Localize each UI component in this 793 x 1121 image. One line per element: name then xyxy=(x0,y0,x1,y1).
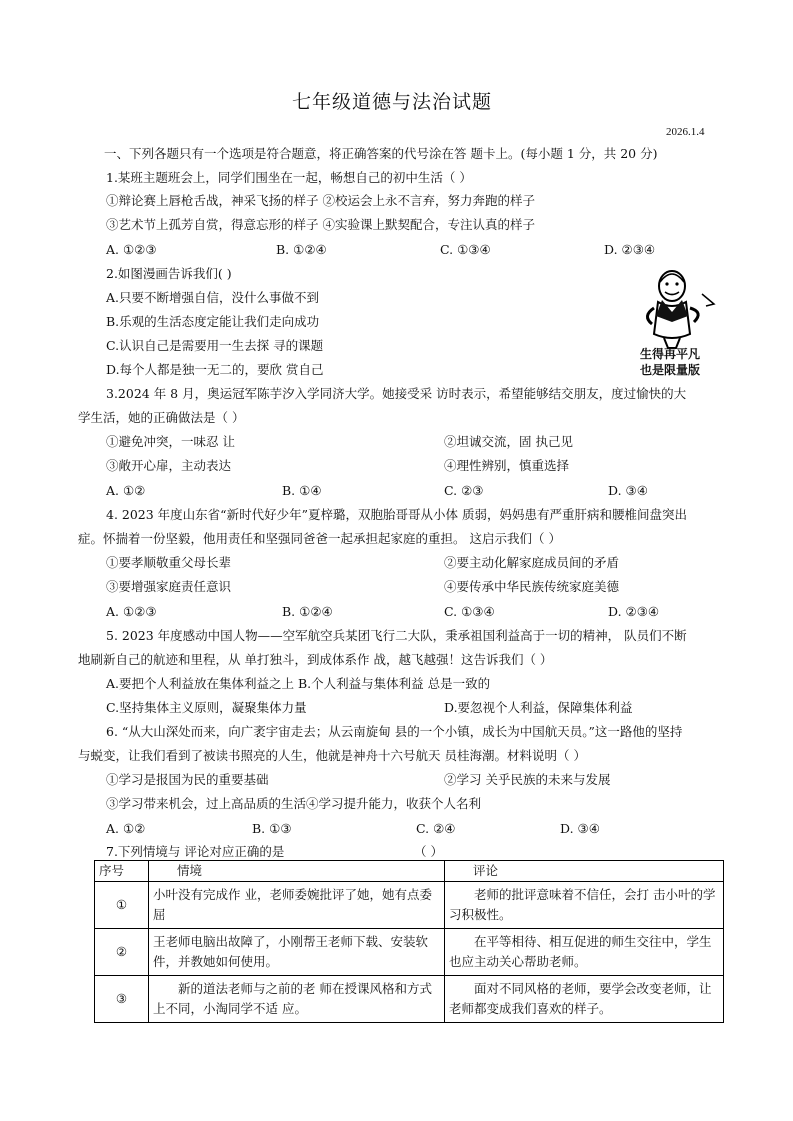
q2-option-c: C.认识自己是需要用一生去探 寻的课题 xyxy=(106,338,324,353)
q3-option-b: B. ①④ xyxy=(282,483,322,498)
table-header-comment: 评论 xyxy=(445,861,724,882)
row-number: ① xyxy=(95,882,149,929)
q6-option-d: D. ③④ xyxy=(560,821,600,836)
q7-stem: 7.下列情境与 评论对应正确的是 xyxy=(106,844,285,859)
q1-option-d: D. ②③④ xyxy=(604,242,656,257)
cartoon-caption-2: 也是限量版 xyxy=(640,363,701,377)
q1-line: ①辩论赛上唇枪舌战，神采飞扬的样子 ②校运会上永不言弃，努力奔跑的样子 xyxy=(106,193,535,208)
q6-option-b: B. ①③ xyxy=(252,821,292,836)
q6-items-34: ③学习带来机会，过上高品质的生活④学习提升能力，收获个人名利 xyxy=(106,796,482,811)
q6-stem-cont: 与蜕变，让我们看到了被读书照亮的人生，他就是神舟十六号航天 员桂海潮。材料说明（ ） xyxy=(78,748,586,763)
q7-table xyxy=(94,860,724,1023)
q4-option-d: D. ②③④ xyxy=(608,604,660,619)
q3-item-2: ②坦诚交流，固 执己见 xyxy=(444,434,573,449)
q2-stem: 2.如图漫画告诉我们( ) xyxy=(106,266,232,281)
row-number: ③ xyxy=(95,976,149,1023)
q1-option-a: A. ①②③ xyxy=(106,242,157,257)
q3-item-1: ①避免冲突，一味忍 让 xyxy=(106,434,235,449)
q1-stem: 1.某班主题班会上，同学们围坐在一起，畅想自己的初中生活（ ） xyxy=(106,170,472,185)
q4-stem-cont: 症。怀揣着一份坚毅，他用责任和坚强同爸爸一起承担起家庭的重担。 这启示我们（ ） xyxy=(78,531,561,546)
exam-date: 2026.1.4 xyxy=(666,126,705,138)
q2-option-d: D.每个人都是独一无二的，要欣 赏自己 xyxy=(106,362,324,377)
row-number: ② xyxy=(95,929,149,976)
q4-stem: 4. 2023 年度山东省“新时代好少年”夏梓璐，双胞胎哥哥从小体 质弱，妈妈患有严重肝病和腰椎间盘突出 xyxy=(106,507,687,522)
q5-options-ab: A.要把个人利益放在集体利益之上 B.个人利益与集体利益 总是一致的 xyxy=(106,676,491,691)
q4-item-1: ①要孝顺敬重父母长辈 xyxy=(106,555,232,570)
cartoon-caption-1: 生得再平凡 xyxy=(640,347,701,361)
row-situation: 小叶没有完成作 业，老师委婉批评了她，她有点委屈 xyxy=(149,882,445,929)
q4-item-3: ③要增强家庭责任意识 xyxy=(106,579,232,594)
cartoon-figure xyxy=(632,264,728,380)
q4-option-c: C. ①③④ xyxy=(444,604,495,619)
q3-option-d: D. ③④ xyxy=(608,483,648,498)
q1-line: ③艺术节上孤芳自赏，得意忘形的样子 ④实验课上默契配合，专注认真的样子 xyxy=(106,217,535,232)
row-situation: 王老师电脑出故障了，小刚帮王老师下载、安装软件，并教她如何使用。 xyxy=(149,929,445,976)
q4-option-a: A. ①②③ xyxy=(106,604,157,619)
q6-option-a: A. ①② xyxy=(106,821,146,836)
table-row xyxy=(95,882,724,929)
q4-option-b: B. ①②④ xyxy=(282,604,333,619)
q6-option-c: C. ②④ xyxy=(416,821,456,836)
q7-answer-paren: （ ） xyxy=(414,844,443,859)
q5-option-d: D.要忽视个人利益，保障集体利益 xyxy=(444,700,633,715)
row-comment: 面对不同风格的老师，要学会改变老师，让老师都变成我们喜欢的样子。 xyxy=(445,976,724,1023)
q4-item-2: ②要主动化解家庭成员间的矛盾 xyxy=(444,555,620,570)
table-row xyxy=(95,929,724,976)
q1-option-c: C. ①③④ xyxy=(440,242,491,257)
table-header-row xyxy=(95,861,724,882)
q3-item-4: ④理性辨别，慎重选择 xyxy=(444,458,570,473)
q1-option-b: B. ①②④ xyxy=(276,242,327,257)
table-header-situation: 情境 xyxy=(149,861,445,882)
q6-stem: 6. “从大山深处而来，向广袤宇宙走去；从云南旋甸 县的一个小镇，成长为中国航天员。”这一路他的坚持 xyxy=(106,724,683,739)
q3-item-3: ③敞开心扉，主动表达 xyxy=(106,458,232,473)
table-row xyxy=(95,976,724,1023)
q6-item-1: ①学习是报国为民的重要基础 xyxy=(106,772,269,787)
q5-option-c: C.坚持集体主义原则，凝聚集体力量 xyxy=(106,700,307,715)
row-comment: 在平等相待、相互促进的师生交往中，学生也应主动关心帮助老师。 xyxy=(445,929,724,976)
q3-option-a: A. ①② xyxy=(106,483,146,498)
q3-stem: 3.2024 年 8 月，奥运冠军陈芋汐入学同济大学。她接受采 访时表示，希望能够结交朋友，度过愉快的大 xyxy=(106,386,687,401)
q6-item-2: ②学习 关乎民族的未来与发展 xyxy=(444,772,611,787)
q2-option-b: B.乐观的生活态度定能让我们走向成功 xyxy=(106,314,320,329)
q5-stem-cont: 地刷新自己的航迹和里程，从 单打独斗，到成体系作 战，越飞越强！这告诉我们（ ） xyxy=(78,652,553,667)
q3-option-c: C. ②③ xyxy=(444,483,484,498)
table-header-no: 序号 xyxy=(95,861,149,882)
q5-stem: 5. 2023 年度感动中国人物——空军航空兵某团飞行二大队，秉承祖国利益高于一切的精神， 队员们不断 xyxy=(106,628,687,643)
section-heading: 一、下列各题只有一个选项是符合题意，将正确答案的代号涂在答 题卡上。(每小题 1 分，共 20 分) xyxy=(104,146,658,161)
row-comment: 老师的批评意味着不信任，会打 击小叶的学习积极性。 xyxy=(445,882,724,929)
row-situation: 新的道法老师与之前的老 师在授课风格和方式上不同，小淘同学不适 应。 xyxy=(149,976,445,1023)
q3-stem-cont: 学生活，她的正确做法是（ ） xyxy=(78,410,245,425)
q4-item-4: ④要传承中华民族传统家庭美德 xyxy=(444,579,620,594)
q2-option-a: A.只要不断增强自信，没什么事做不到 xyxy=(106,290,320,305)
page-title: 七年级道德与法治试题 xyxy=(292,91,493,113)
